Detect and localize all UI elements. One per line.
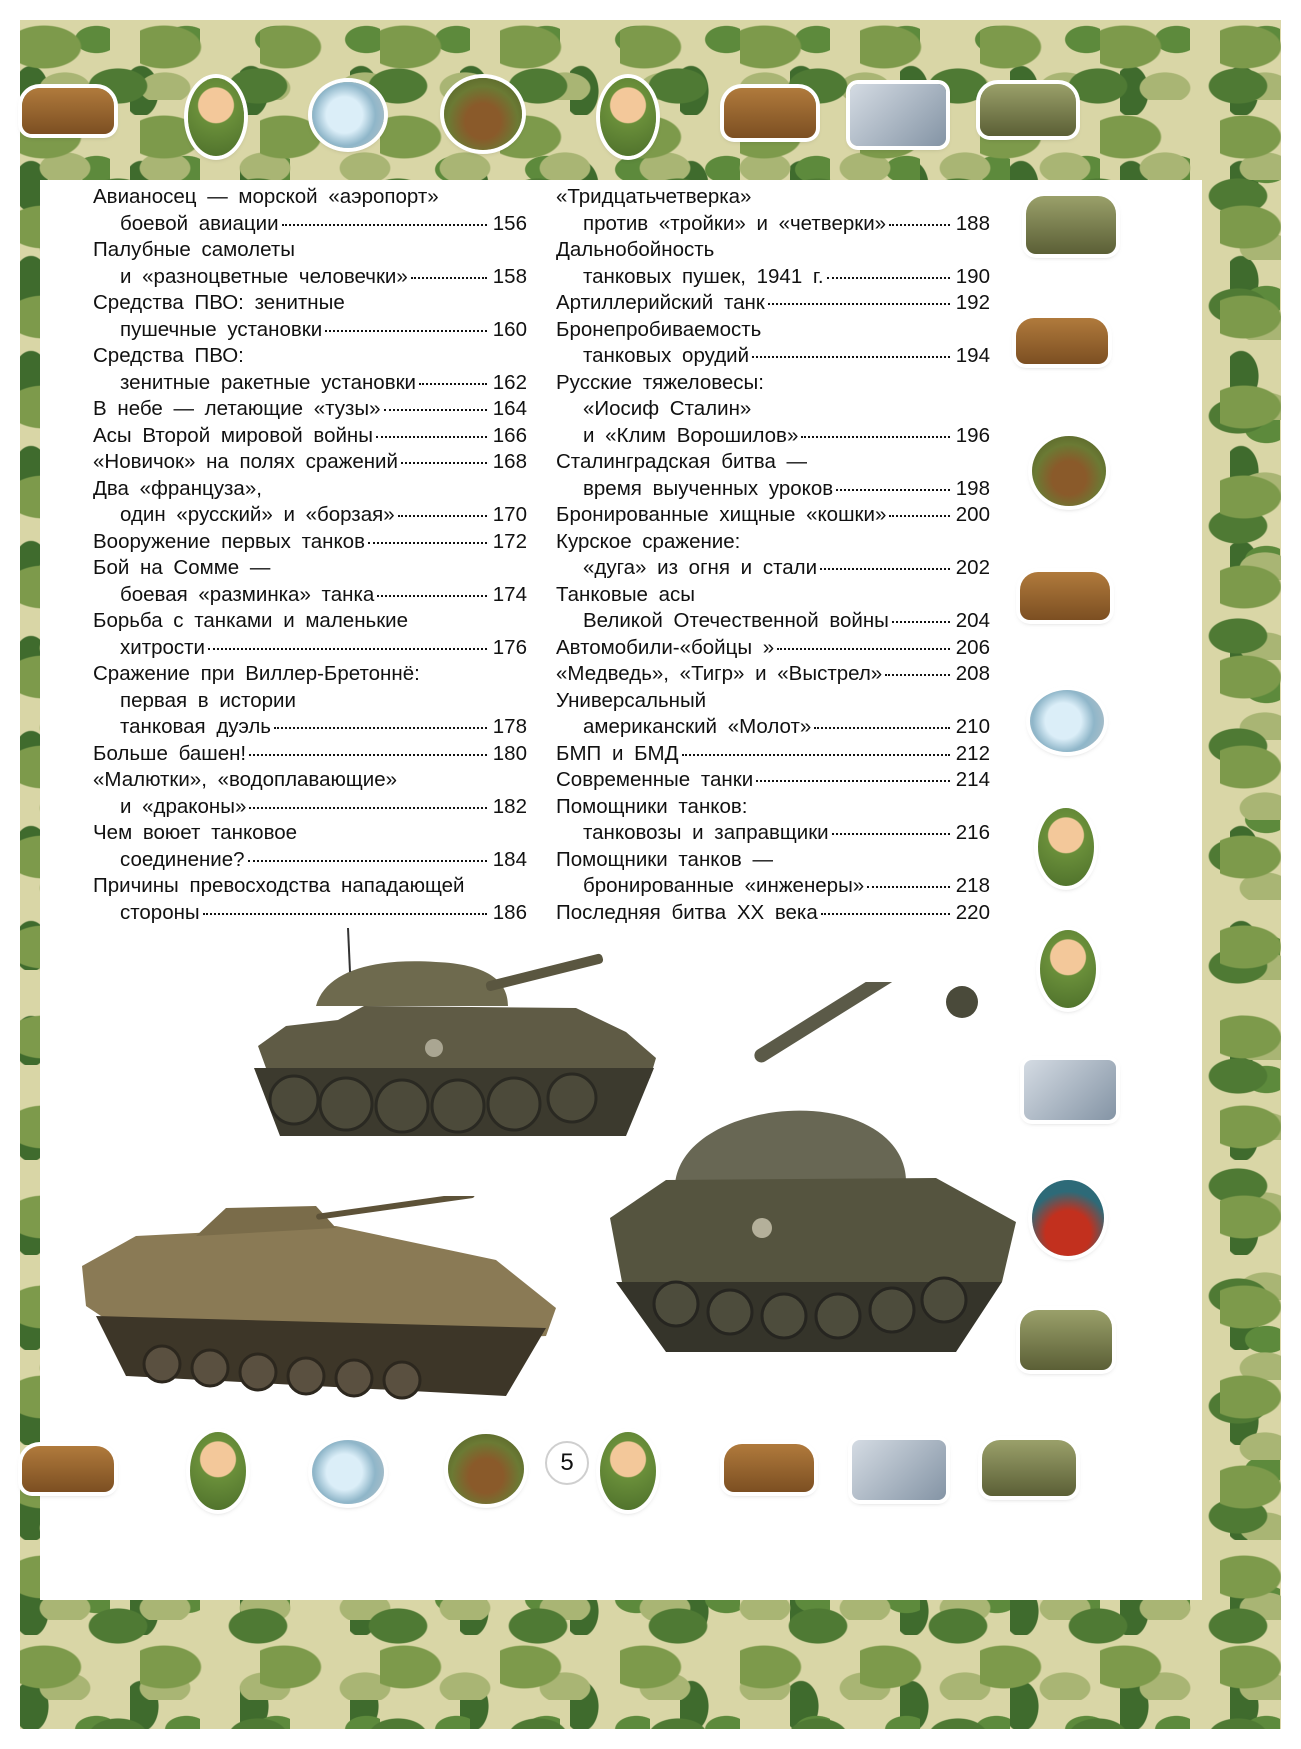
toc-entry-title-line: первая в истории — [120, 688, 296, 712]
toc-page-number: 160 — [492, 317, 527, 341]
toc-entry-title-line: «Тридцатьчетверка» — [556, 185, 752, 208]
toc-entry-title-line: Артиллерийский танк — [556, 291, 765, 314]
toc-entry-title-line: Помощники танков — — [556, 847, 773, 871]
toc-entry[interactable] — [556, 237, 990, 290]
toc-entry-title-line: стороны — [120, 900, 200, 924]
toc-page-number: 214 — [955, 768, 990, 791]
helicopter-sticker-icon — [312, 82, 384, 148]
toc-entry[interactable] — [556, 529, 990, 582]
tank-sticker-icon — [22, 1446, 114, 1492]
toc-entry-title-line: против «тройки» и «четверки» — [583, 211, 887, 235]
toc-entry-title-line: танковых пушек, 1941 г. — [583, 264, 824, 288]
toc-entry[interactable] — [556, 767, 990, 794]
dot-leader — [411, 277, 487, 279]
dot-leader — [768, 303, 950, 305]
toc-entry-title-line: боевой авиации — [120, 211, 279, 235]
dot-leader — [832, 833, 950, 835]
toc-page-number: 192 — [955, 291, 990, 314]
toc-page-number: 190 — [955, 264, 990, 288]
toc-entry[interactable] — [93, 741, 527, 768]
dot-leader — [208, 648, 487, 650]
dot-leader — [384, 409, 487, 411]
toc-entry-title-line: В небе — летающие «тузы» — [93, 397, 381, 420]
cannon-sticker-icon — [1032, 1180, 1104, 1256]
toc-entry[interactable] — [93, 290, 527, 343]
toc-entry-title-line: Бой на Сомме — — [93, 556, 271, 579]
toc-entry[interactable] — [93, 608, 527, 661]
toc-entry[interactable] — [93, 820, 527, 873]
toc-entry[interactable] — [556, 635, 990, 662]
dot-leader — [282, 224, 487, 226]
toc-entry-title-line: Вооружение первых танков — [93, 529, 365, 553]
dot-leader — [325, 330, 487, 332]
tank-sticker-icon — [982, 1440, 1076, 1496]
toc-entry[interactable] — [556, 502, 990, 529]
tank-sticker-icon — [1016, 318, 1108, 364]
toc-page-number: 170 — [492, 503, 527, 526]
toc-entry-title-line: Палубные самолеты — [93, 238, 295, 261]
toc-entry-title-line: танковая дуэль — [120, 715, 271, 738]
toc-entry-title-line: Дальнобойность — [556, 238, 715, 261]
toc-page-number: 172 — [492, 529, 527, 553]
toc-entry-title-line: Причины превосходства нападающей — [93, 874, 465, 897]
toc-entry[interactable] — [93, 476, 527, 529]
toc-entry-title-line: Бронепробиваемость — [556, 317, 762, 341]
toc-entry[interactable] — [93, 184, 527, 237]
toc-entry-title-line: «Новичок» на полях сражений — [93, 450, 398, 473]
toc-entry[interactable] — [556, 847, 990, 900]
dot-leader — [889, 224, 950, 226]
toc-entry-title-line: Великой Отечественной войны — [583, 609, 889, 632]
toc-entry-title-line: Танковые асы — [556, 582, 696, 606]
tank-sticker-icon — [1020, 572, 1110, 620]
toc-page-number: 202 — [955, 556, 990, 579]
dot-leader — [419, 383, 487, 385]
dot-leader — [377, 595, 487, 597]
toc-entry-title-line: «Малютки», «водоплавающие» — [93, 768, 397, 791]
toc-page-number: 162 — [492, 370, 527, 394]
toc-entry[interactable] — [556, 449, 990, 502]
toc-page-number: 216 — [955, 821, 990, 844]
toc-page-number: 164 — [492, 397, 527, 420]
toc-entry-title-line: зенитные ракетные установки — [120, 370, 417, 394]
jet-sticker-icon — [852, 1440, 946, 1500]
tank-sticker-icon — [22, 88, 114, 134]
toc-left-column — [93, 184, 527, 926]
toc-entry-title-line: Автомобили-«бойцы » — [556, 635, 775, 659]
dot-leader — [820, 568, 950, 570]
tank-sticker-icon — [724, 1444, 814, 1492]
toc-entry[interactable] — [93, 237, 527, 290]
toc-page-number: 204 — [955, 609, 990, 632]
jet-sticker-icon — [850, 84, 946, 146]
toc-entry[interactable] — [93, 767, 527, 820]
toc-entry[interactable] — [556, 688, 990, 741]
toc-entry-title-line: время выученных уроков — [583, 476, 834, 500]
toc-entry[interactable] — [556, 741, 990, 768]
dot-leader — [821, 913, 950, 915]
helicopter-sticker-icon — [1030, 690, 1104, 752]
toc-page-number: 180 — [492, 741, 527, 765]
toc-entry-title-line: Асы Второй мировой войны — [93, 423, 373, 447]
modern-tank-photo — [606, 982, 1026, 1374]
dot-leader — [249, 807, 487, 809]
tank-sticker-icon — [1026, 196, 1116, 254]
toc-entry[interactable] — [93, 343, 527, 396]
toc-page-number: 218 — [955, 874, 990, 897]
toc-entry[interactable] — [556, 900, 990, 927]
toc-entry-title-line: БМП и БМД — [556, 741, 679, 765]
dot-leader — [752, 356, 950, 358]
toc-entry-title-line: Бронированные хищные «кошки» — [556, 503, 887, 526]
toc-page-number: 200 — [955, 503, 990, 526]
toc-page-number: 196 — [955, 423, 990, 447]
soldier-sticker-icon — [188, 78, 244, 156]
toc-page-number: 166 — [492, 423, 527, 447]
soldier-sticker-icon — [190, 1432, 246, 1510]
cannon-sticker-icon — [1032, 436, 1106, 506]
toc-entry-title-line: и «драконы» — [120, 794, 247, 818]
toc-entry-title-line: «дуга» из огня и стали — [583, 556, 818, 579]
dot-leader — [368, 542, 487, 544]
toc-entry-title-line: боевая «разминка» танка — [120, 582, 375, 606]
toc-entry-title-line: Русские тяжеловесы: — [556, 370, 764, 394]
soldier-sticker-icon — [1040, 930, 1096, 1008]
toc-page-number: 220 — [955, 900, 990, 924]
dot-leader — [203, 913, 487, 915]
toc-page-number: 184 — [492, 847, 527, 871]
toc-page-number: 212 — [955, 741, 990, 765]
t34-tank-photo — [246, 928, 666, 1188]
dot-leader — [249, 754, 487, 756]
toc-entry-title-line: один «русский» и «борзая» — [120, 503, 395, 526]
toc-entry-title-line: «Медведь», «Тигр» и «Выстрел» — [556, 662, 883, 685]
toc-entry[interactable] — [93, 873, 527, 926]
toc-page-number: 176 — [492, 635, 527, 659]
dot-leader — [376, 436, 487, 438]
toc-entry-title-line: хитрости — [120, 635, 205, 659]
toc-entry[interactable] — [556, 794, 990, 847]
toc-entry[interactable] — [93, 529, 527, 556]
toc-entry-title-line: и «Клим Ворошилов» — [583, 423, 799, 447]
toc-entry-title-line: Борьба с танками и маленькие — [93, 609, 409, 632]
toc-entry-title-line: Сталинградская битва — — [556, 450, 808, 473]
toc-entry-title-line: Чем воюет танковое — [93, 821, 298, 844]
bmp-vehicle-photo — [76, 1196, 566, 1430]
toc-page-number: 206 — [955, 635, 990, 659]
dot-leader — [827, 277, 950, 279]
soldier-sticker-icon — [600, 78, 656, 156]
toc-entry[interactable] — [556, 184, 990, 237]
toc-entry[interactable] — [93, 555, 527, 608]
toc-entry-title-line: Авианосец — морской «аэропорт» — [93, 185, 439, 208]
dot-leader — [682, 754, 950, 756]
dot-leader — [889, 515, 950, 517]
toc-entry-title-line: Универсальный — [556, 688, 707, 712]
dot-leader — [401, 462, 487, 464]
jet-sticker-icon — [1024, 1060, 1116, 1120]
soldier-sticker-icon — [1038, 808, 1094, 886]
cannon-sticker-icon — [448, 1434, 524, 1504]
toc-page-number: 174 — [492, 582, 527, 606]
page-number: 5 — [545, 1441, 589, 1485]
toc-page-number: 210 — [955, 715, 990, 738]
tank-sticker-icon — [1020, 1310, 1112, 1370]
toc-page-number: 158 — [492, 264, 527, 288]
toc-entry[interactable] — [556, 661, 990, 688]
toc-entry-title-line: и «разноцветные человечки» — [120, 264, 408, 288]
toc-page-number: 198 — [955, 476, 990, 500]
toc-entry-title-line: американский «Молот» — [583, 715, 812, 738]
toc-entry-title-line: Средства ПВО: — [93, 344, 244, 367]
toc-entry-title-line: Больше башен! — [93, 741, 247, 765]
dot-leader — [836, 489, 950, 491]
cannon-sticker-icon — [444, 78, 522, 150]
toc-entry-title-line: пушечные установки — [120, 317, 323, 341]
dot-leader — [398, 515, 487, 517]
toc-entry-title-line: Помощники танков: — [556, 794, 748, 818]
soldier-sticker-icon — [600, 1432, 656, 1510]
toc-entry-title-line: Современные танки — [556, 768, 754, 791]
toc-page-number: 182 — [492, 794, 527, 818]
toc-entry[interactable] — [556, 317, 990, 370]
toc-entry-title-line: Последняя битва XX века — [556, 900, 818, 924]
toc-entry[interactable] — [93, 423, 527, 450]
toc-entry-title-line: Два «француза», — [93, 476, 262, 500]
toc-page-number: 208 — [955, 662, 990, 685]
toc-entry[interactable] — [93, 661, 527, 741]
toc-page-number: 178 — [492, 715, 527, 738]
toc-entry[interactable] — [556, 370, 990, 450]
dot-leader — [756, 780, 950, 782]
toc-entry-title-line: Средства ПВО: зенитные — [93, 291, 345, 314]
helicopter-sticker-icon — [312, 1440, 384, 1504]
dot-leader — [867, 886, 950, 888]
toc-page-number: 168 — [492, 450, 527, 473]
toc-page-number: 186 — [492, 900, 527, 924]
toc-entry[interactable] — [93, 449, 527, 476]
dot-leader — [801, 436, 950, 438]
toc-entry[interactable] — [93, 396, 527, 423]
dot-leader — [814, 727, 950, 729]
toc-page-number: 194 — [955, 344, 990, 367]
tank-sticker-icon — [980, 84, 1076, 136]
toc-entry[interactable] — [556, 582, 990, 635]
toc-entry-title-line: танковых орудий — [583, 344, 750, 367]
toc-page-number: 156 — [492, 211, 527, 235]
toc-page-number: 188 — [955, 211, 990, 235]
toc-entry-title-line: бронированные «инженеры» — [583, 874, 865, 897]
toc-entry-title-line: Сражение при Виллер-Бретоннё: — [93, 662, 420, 685]
toc-entry[interactable] — [556, 290, 990, 317]
dot-leader — [892, 621, 950, 623]
toc-entry-title-line: Курское сражение: — [556, 529, 741, 553]
toc-entry-title-line: «Иосиф Сталин» — [583, 397, 752, 420]
dot-leader — [885, 674, 950, 676]
tank-sticker-icon — [724, 88, 816, 138]
dot-leader — [248, 860, 487, 862]
toc-right-column — [556, 184, 990, 926]
toc-entry-title-line: соединение? — [120, 847, 245, 871]
dot-leader — [274, 727, 487, 729]
toc-entry-title-line: танковозы и заправщики — [583, 821, 829, 844]
dot-leader — [777, 648, 950, 650]
